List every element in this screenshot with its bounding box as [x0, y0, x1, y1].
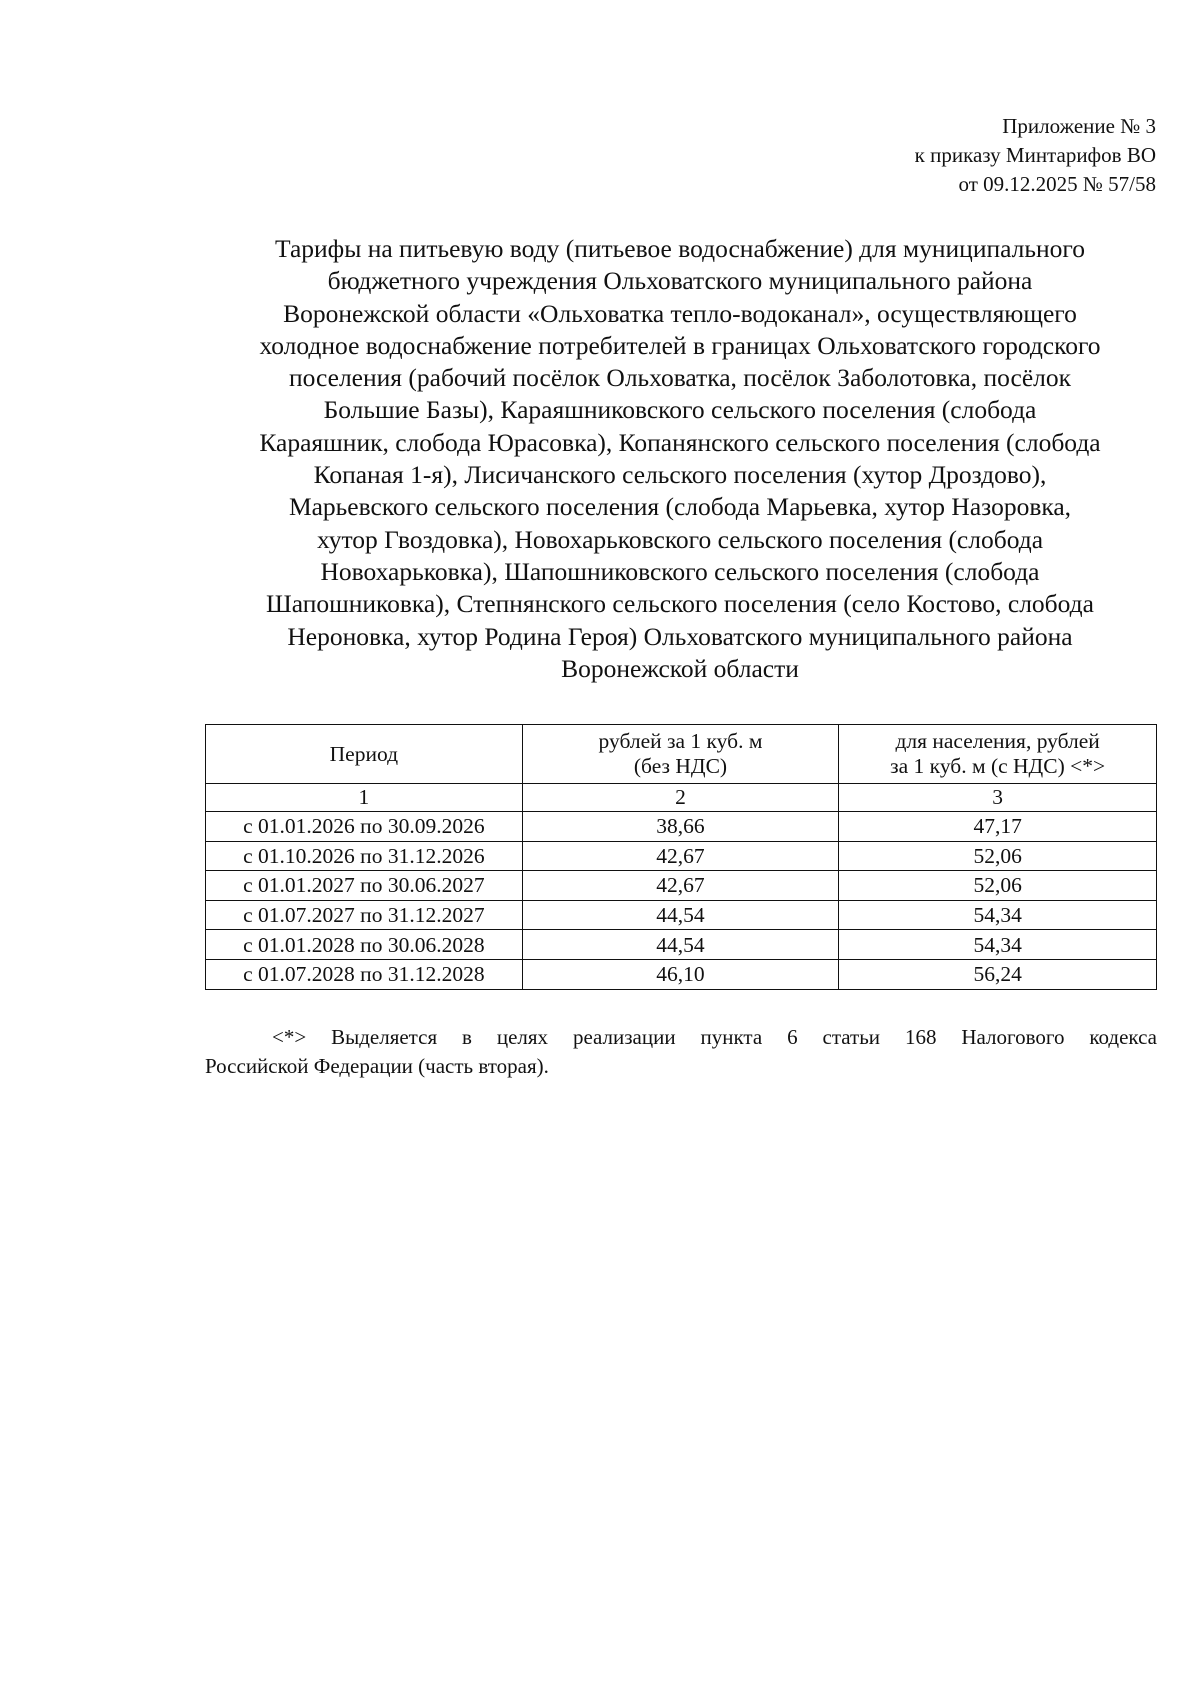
title-line: Тарифы на питьевую воду (питьевое водоснабжение) для муниципального	[275, 234, 1085, 263]
title-line: Нероновка, хутор Родина Героя) Ольховатского муниципального района	[287, 621, 1073, 651]
header-price-population	[839, 725, 1157, 784]
period-cell: с 01.07.2027 по 31.12.2027	[206, 900, 523, 930]
header-price-population-line2: за 1 куб. м (с НДС) <*>	[890, 754, 1106, 778]
period-cell: с 01.01.2026 по 30.09.2026	[206, 812, 523, 842]
title-line: Копаная 1-я), Лисичанского сельского поселения (хутор Дроздово),	[313, 460, 1047, 490]
price-no-vat-cell: 38,66	[522, 812, 839, 842]
footnote-line: <*> Выделяется в целях реализации пункта 6 статьи 168 Налогового кодекса	[272, 1025, 1157, 1049]
title-line: холодное водоснабжение потребителей в границах Ольховатского городского	[259, 330, 1101, 360]
column-number: 1	[206, 784, 523, 812]
header-price-population-line1: для населения, рублей	[895, 729, 1100, 753]
period-cell: с 01.01.2028 по 30.06.2028	[206, 930, 523, 960]
header-period-text: Период	[329, 741, 399, 766]
title-line: Шапошниковка), Степнянского сельского поселения (село Костово, слобода	[266, 589, 1094, 619]
table-row	[206, 812, 1157, 842]
column-number: 2	[522, 784, 839, 812]
price-no-vat-cell: 42,67	[522, 871, 839, 901]
tariff-table	[205, 724, 1157, 990]
table-row	[206, 959, 1157, 989]
price-population-cell: 54,34	[839, 900, 1157, 930]
vat-footnote	[205, 1023, 1157, 1081]
price-population-cell: 52,06	[839, 871, 1157, 901]
appendix-reference	[915, 112, 1156, 199]
document-title	[200, 233, 1160, 685]
header-period	[206, 725, 523, 784]
title-line: Караяшник, слобода Юрасовка), Копанянского сельского поселения (слобода	[259, 427, 1101, 457]
price-population-cell: 47,17	[839, 812, 1157, 842]
table-header-row	[206, 725, 1157, 784]
price-no-vat-cell: 46,10	[522, 959, 839, 989]
period-cell: с 01.01.2027 по 30.06.2027	[206, 871, 523, 901]
table-row	[206, 930, 1157, 960]
footnote-line: Российской Федерации (часть вторая).	[205, 1054, 549, 1078]
title-line: Воронежской области «Ольховатка тепло-водоканал», осуществляющего	[283, 298, 1077, 328]
column-number-row	[206, 784, 1157, 812]
header-price-no-vat	[522, 725, 839, 784]
period-cell: с 01.07.2028 по 31.12.2028	[206, 959, 523, 989]
title-line: поселения (рабочий посёлок Ольховатка, посёлок Заболотовка, посёлок	[288, 363, 1072, 393]
title-line: Марьевского сельского поселения (слобода Марьевка, хутор Назоровка,	[288, 492, 1072, 522]
price-no-vat-cell: 44,54	[522, 930, 839, 960]
column-number: 3	[839, 784, 1157, 812]
period-cell: с 01.10.2026 по 31.12.2026	[206, 841, 523, 871]
header-price-no-vat-line1: рублей за 1 куб. м	[598, 729, 763, 753]
title-line: хутор Гвоздовка), Новохарьковского сельского поселения (слобода	[316, 524, 1044, 554]
header-price-no-vat-line2: (без НДС)	[633, 754, 728, 778]
title-line: бюджетного учреждения Ольховатского муниципального района	[327, 266, 1033, 296]
title-line: Большие Базы), Караяшниковского сельского поселения (слобода	[323, 395, 1037, 425]
appendix-number: Приложение № 3	[1002, 114, 1156, 138]
appendix-order: к приказу Минтарифов ВО	[914, 143, 1156, 167]
price-population-cell: 54,34	[839, 930, 1157, 960]
appendix-date: от 09.12.2025 № 57/58	[958, 172, 1156, 196]
price-population-cell: 56,24	[839, 959, 1157, 989]
price-no-vat-cell: 44,54	[522, 900, 839, 930]
table-row	[206, 841, 1157, 871]
title-line: Новохарьковка), Шапошниковского сельского поселения (слобода	[320, 556, 1040, 586]
price-no-vat-cell: 42,67	[522, 841, 839, 871]
price-population-cell: 52,06	[839, 841, 1157, 871]
title-line: Воронежской области	[561, 653, 799, 683]
table-row	[206, 871, 1157, 901]
table-row	[206, 900, 1157, 930]
